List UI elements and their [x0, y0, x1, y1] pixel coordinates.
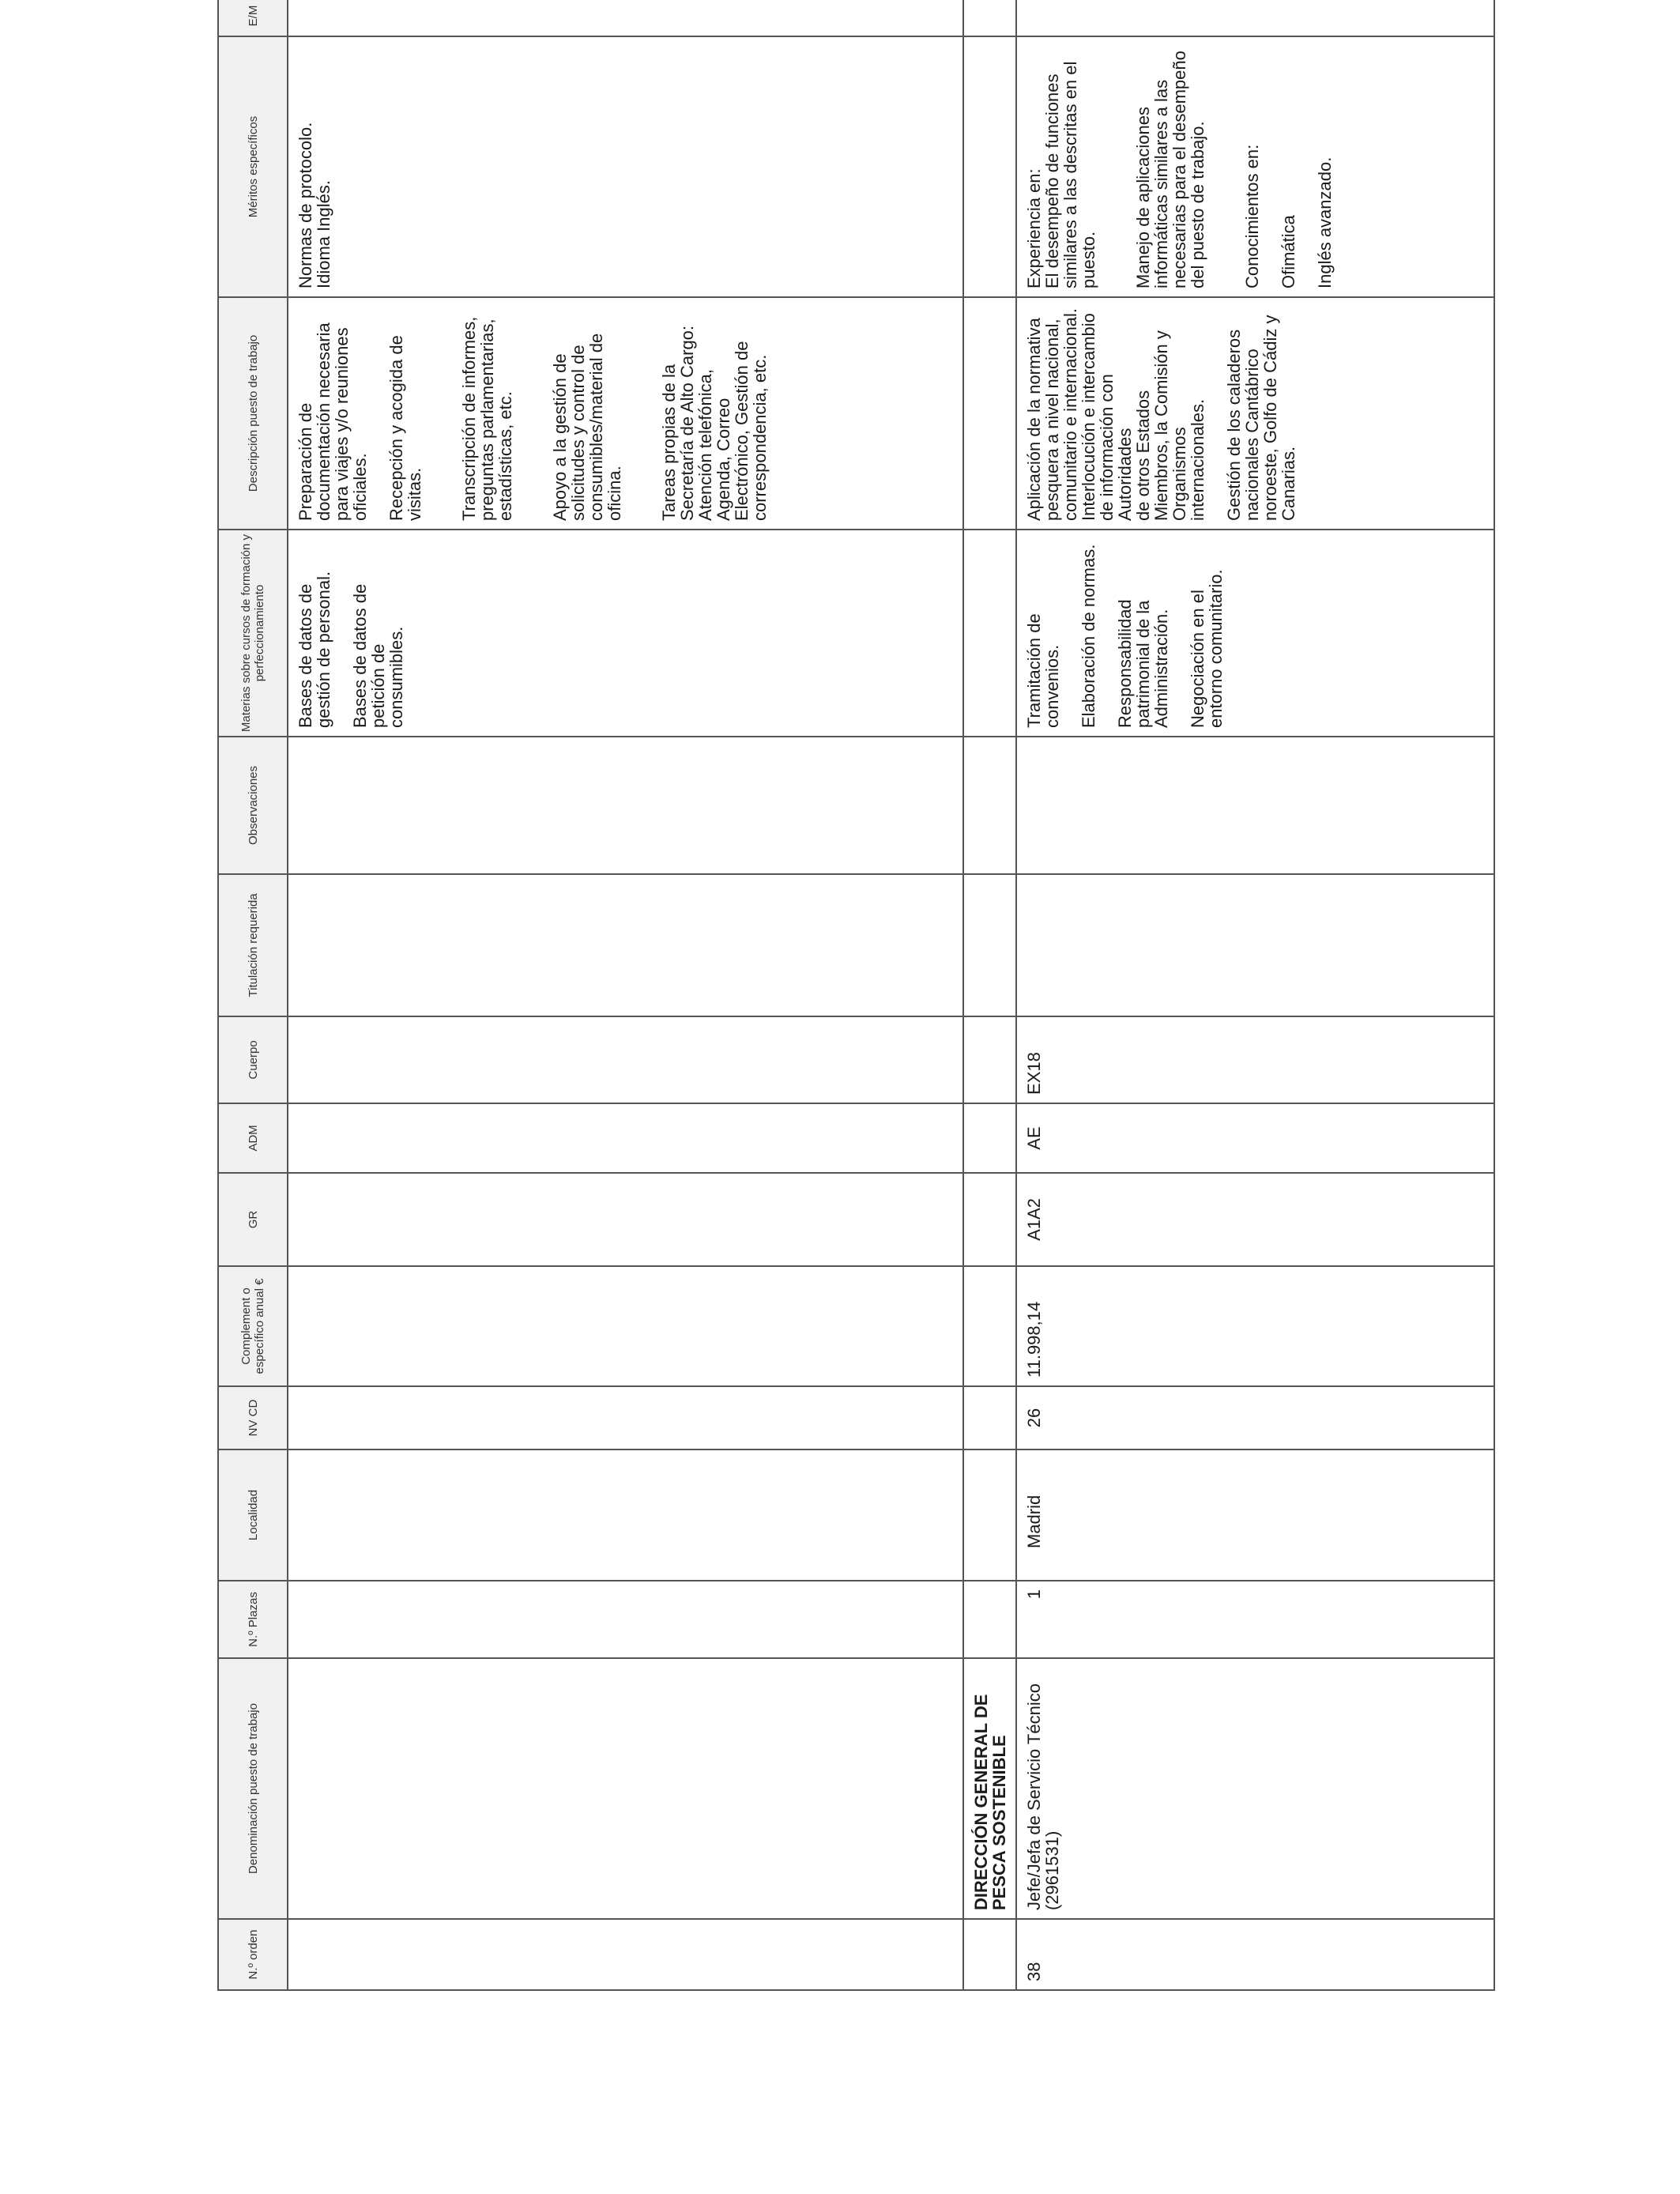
plazas-value: 1 [1024, 1589, 1044, 1600]
meritos-item: Experiencia en: [1024, 168, 1044, 288]
header-complemento: Complement o específico anual € [218, 1266, 288, 1386]
materias-item: Bases de datos de gestión de personal. [296, 571, 333, 728]
header-nivel: NV CD [218, 1386, 288, 1449]
header-descripcion: Descripción puesto de trabajo [218, 297, 288, 530]
materias-item: Responsabilidad patrimonial de la Administración. [1115, 599, 1171, 728]
materias-item: Bases de datos de petición de consumibles. [350, 583, 406, 728]
meritos-cell [1016, 36, 1494, 297]
meritos-item: Inglés avanzado. [1315, 156, 1335, 288]
meritos-item: Conocimientos en: [1242, 144, 1262, 288]
descripcion-item: Gestión de los caladeros nacionales Cantábrico noroeste, Golfo de Cádiz y Canarias. [1224, 315, 1298, 521]
orden-value: 38 [1024, 1962, 1044, 1981]
materias-cell [288, 530, 963, 737]
header-grupo: GR [218, 1173, 288, 1266]
header-row [218, 0, 288, 1990]
descripcion-cell [1016, 297, 1494, 530]
table-row [1016, 0, 1494, 1990]
descripcion-item: Transcripción de informes, preguntas parlamentarias, estadísticas, etc. [459, 316, 515, 521]
header-plazas: N.º Plazas [218, 1581, 288, 1658]
descripcion-item: Preparación de documentación necesaria para viajes y/o reuniones oficiales. [296, 322, 370, 521]
table-row [288, 0, 963, 1990]
complemento-value: 11.998,14 [1024, 1301, 1044, 1378]
header-denominacion: Denominación puesto de trabajo [218, 1658, 288, 1919]
meritos-item: El desempeño de funciones similares a las descritas en el puesto. [1042, 61, 1098, 288]
header-localidad: Localidad [218, 1449, 288, 1581]
materias-cell [1016, 530, 1494, 737]
section-row [963, 0, 1016, 1990]
localidad-value: Madrid [1024, 1495, 1044, 1548]
meritos-item: Manejo de aplicaciones informáticas similares a las necesarias para el desempeño del puesto de trabajo. [1133, 51, 1207, 288]
nivel-value: 26 [1024, 1408, 1044, 1428]
header-adm: ADM [218, 1103, 288, 1173]
cuerpo-value: EX18 [1024, 1052, 1044, 1095]
descripcion-item: de otros Estados Miembros, la Comisión y Organismos internacionales. [1133, 330, 1207, 521]
header-em: E/M [218, 0, 288, 36]
meritos-item: Idioma Inglés. [314, 180, 333, 288]
descripcion-item: Tareas propias de la Secretaría de Alto Cargo: Atención telefónica, Agenda, Correo Electrónico, Gestión de correspondencia, etc. [659, 325, 770, 521]
header-meritos: Méritos específicos [218, 36, 288, 297]
meritos-item: Ofimática [1279, 215, 1298, 288]
descripcion-item: Aplicación de la normativa pesquera a nivel nacional, comunitario e internacional. [1024, 307, 1080, 521]
grupo-value: A1A2 [1024, 1198, 1044, 1241]
adm-value: AE [1024, 1126, 1044, 1150]
header-materias: Materias sobre cursos de formación y perfeccionamiento [218, 530, 288, 737]
section-heading: DIRECCIÓN GENERAL DE PESCA SOSTENIBLE [971, 1694, 1009, 1910]
materias-item: Tramitación de convenios. [1024, 613, 1062, 728]
descripcion-item: Recepción y acogida de visitas. [386, 335, 424, 521]
descripcion-item: Interlocución e intercambio de información con Autoridades [1079, 313, 1135, 521]
header-orden: N.º orden [218, 1919, 288, 1990]
descripcion-cell [288, 297, 963, 530]
materias-item: Negociación en el entorno comunitario. [1188, 569, 1226, 728]
descripcion-item: Apoyo a la gestión de solicitudes y control de consumibles/material de oficina. [550, 333, 624, 521]
job-positions-table [217, 0, 1495, 1991]
meritos-cell [288, 36, 963, 297]
denominacion-value: Jefe/Jefa de Servicio Técnico (2961531) [1024, 1683, 1062, 1910]
materias-item: Elaboración de normas. [1079, 544, 1098, 728]
meritos-item: Normas de protocolo. [296, 122, 315, 288]
header-observaciones: Observaciones [218, 737, 288, 874]
header-cuerpo: Cuerpo [218, 1016, 288, 1103]
header-titulacion: Titulación requerida [218, 874, 288, 1016]
